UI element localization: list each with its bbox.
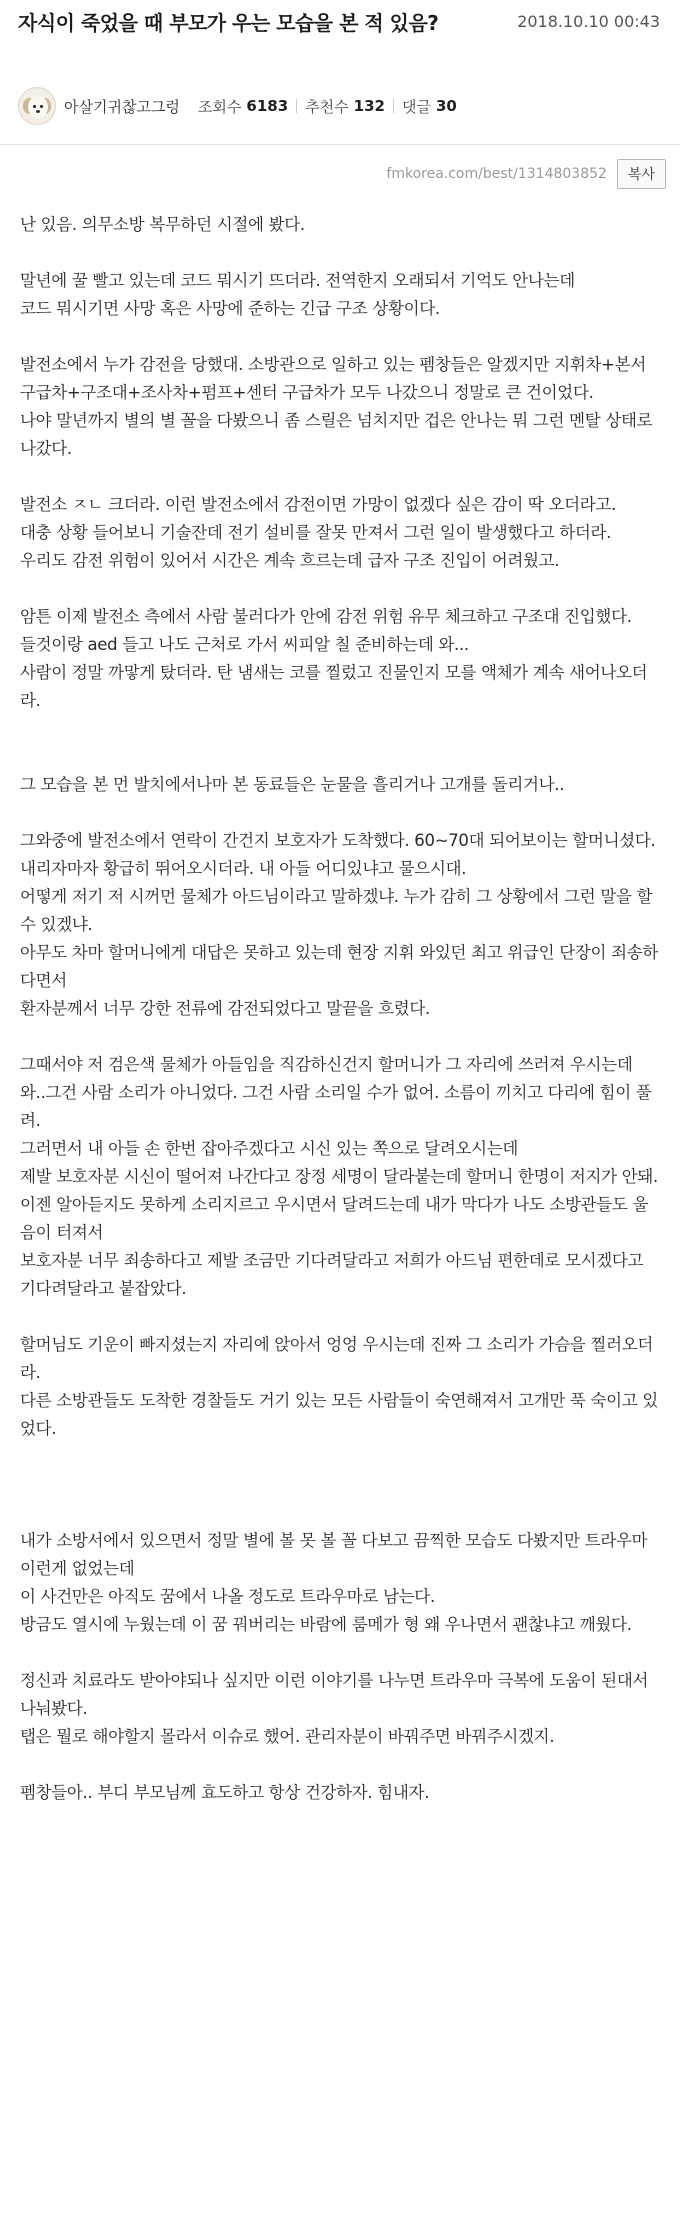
author-name[interactable]: 아살기귀찮고그렁: [64, 97, 180, 116]
body-paragraph: 난 있음. 의무소방 복무하던 시절에 봤다.: [20, 215, 305, 234]
likes-value: 132: [353, 97, 385, 115]
post-url[interactable]: fmkorea.com/best/1314803852: [386, 166, 607, 182]
body-paragraph: 발전소 ㅈㄴ 크더라. 이런 발전소에서 감전이면 가망이 없겠다 싶은 감이 딱 오더라고. 대충 상황 들어보니 기술잔데 전기 설비를 잘못 만져서 그런 일이 발생했다고 하더라. 우리도 감전 위험이 있어서 시간은 계속 흐르는데 급자 구조 진입이 어려웠고.: [20, 495, 617, 570]
comments-label: 댓글: [401, 97, 431, 116]
views-label: 조회수: [197, 97, 242, 116]
post-title: 자식이 죽었을 때 부모가 우는 모습을 본 적 있음?: [18, 11, 439, 35]
body-paragraph: 내가 소방서에서 있으면서 정말 별에 볼 못 볼 꼴 다보고 끔찍한 모습도 다봤지만 트라우마 이런게 없었는데 이 사건만은 아직도 꿈에서 나올 정도로 트라우마로 남는다. 방금도 열시에 누웠는데 이 꿈 꿔버리는 바람에 룸메가 형 왜 우나면서 괜찮냐고 깨웠다.: [20, 1531, 648, 1634]
comments-count[interactable]: [402, 96, 457, 117]
post-header: [0, 0, 680, 134]
body-paragraph: 펨창들아.. 부디 부모님께 효도하고 항상 건강하자. 힘내자.: [20, 1783, 430, 1802]
avatar[interactable]: [18, 87, 56, 125]
body-paragraph: 그 모습을 본 먼 발치에서나마 본 동료들은 눈물을 흘리거나 고개를 돌리거나..: [20, 775, 565, 794]
dog-eye-left: [33, 105, 36, 108]
views-count: [198, 96, 288, 117]
post-meta: [18, 78, 666, 134]
title-row: [18, 10, 666, 66]
dog-eye-right: [40, 105, 43, 108]
body-paragraph: 암튼 이제 발전소 측에서 사람 불러다가 안에 감전 위험 유무 체크하고 구조대 진입했다. 들것이랑 aed 들고 나도 근처로 가서 씨피알 칠 준비하는데 와... 사람이 정말 까맣게 탔더라. 탄 냄새는 코를 찔렀고 진물인지 모를 액체가 계속 새어나오더라.: [20, 607, 648, 710]
post-body: [0, 211, 680, 1807]
dog-face: [28, 96, 48, 118]
body-paragraph: 그때서야 저 검은색 물체가 아들임을 직감하신건지 할머니가 그 자리에 쓰러져 우시는데 와..그건 사람 소리가 아니었다. 그건 사람 소리일 수가 없어. 소름이 끼치고 다리에 힘이 풀려. 그러면서 내 아들 손 한번 잡아주겠다고 시신 있는 쪽으로 달려오시는데 제발 보호자분 시신이 떨어져 나간다고 장정 세명이 달라붙는데 할머니 한명이 저지가 안돼. 이젠 알아듣지도 못하게 소리지르고 우시면서 달려드는데 내가 막다가 나도 소방관들도 울음이 터져서 보호자분 너무 죄송하다고 제발 조금만 기다려달라고 저희가 아드님 편한데로 모시겠다고 기다려달라고 붙잡았다.: [20, 1055, 658, 1298]
body-paragraph: 말년에 꿀 빨고 있는데 코드 뭐시기 뜨더라. 전역한지 오래되서 기억도 안나는데 코드 뭐시기면 사망 혹은 사망에 준하는 긴급 구조 상황이다.: [20, 271, 575, 318]
post-date: 2018.10.10 00:43: [517, 12, 660, 31]
likes-label: 추천수: [305, 97, 349, 116]
body-paragraph: 할머님도 기운이 빠지셨는지 자리에 앉아서 엉엉 우시는데 진짜 그 소리가 가슴을 찔러오더라. 다른 소방관들도 도착한 경찰들도 거기 있는 모든 사람들이 숙연해져서 고개만 푹 숙이고 있었다.: [20, 1335, 658, 1438]
url-bar: [0, 145, 680, 189]
meta-divider: [393, 99, 394, 113]
comments-value: 30: [435, 97, 457, 115]
views-value: 6183: [246, 97, 289, 115]
dog-nose: [36, 110, 40, 113]
likes-count: [305, 96, 385, 117]
meta-divider: [296, 99, 297, 113]
copy-url-button[interactable]: 복사: [617, 159, 666, 189]
body-paragraph: 그와중에 발전소에서 연락이 간건지 보호자가 도착했다. 60~70대 되어보이는 할머니셨다. 내리자마자 황급히 뛰어오시더라. 내 아들 어디있냐고 물으시대. 어떻게 저기 저 시꺼먼 물체가 아드님이라고 말하겠냐. 누가 감히 그 상황에서 그런 말을 할 수 있겠냐. 아무도 차마 할머니에게 대답은 못하고 있는데 현장 지휘 와있던 최고 위급인 단장이 죄송하다면서 환자분께서 너무 강한 전류에 감전되었다고 말끝을 흐렸다.: [20, 831, 658, 1018]
body-paragraph: 발전소에서 누가 감전을 당했대. 소방관으로 일하고 있는 펨창들은 알겠지만 지휘차+본서 구급차+구조대+조사차+펌프+센터 구급차가 모두 나갔으니 정말로 큰 건이었다. 나야 말년까지 별의 별 꼴을 다봤으니 좀 스릴은 넘치지만 겁은 안나는 뭐 그런 멘탈 상태로 나갔다.: [20, 355, 653, 458]
body-paragraph: 정신과 치료라도 받아야되나 싶지만 이런 이야기를 나누면 트라우마 극복에 도움이 된대서 나눠봤다. 탭은 뭘로 해야할지 몰라서 이슈로 했어. 관리자분이 바꿔주면 바꿔주시겠지.: [20, 1671, 649, 1746]
